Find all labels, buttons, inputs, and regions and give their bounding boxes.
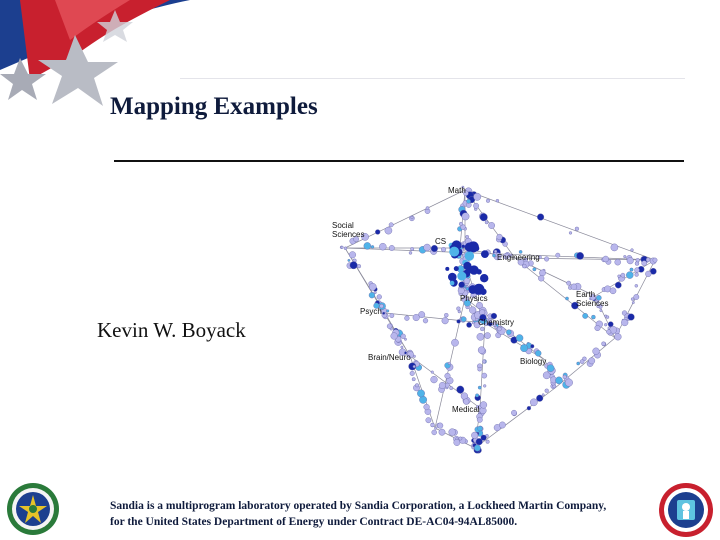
map-node [409,251,412,254]
map-node [492,254,495,257]
map-node [575,227,579,231]
top-divider [180,78,685,79]
map-node [448,362,451,365]
map-label-engineering: Engineering [497,253,540,262]
map-label-brain-neuro: Brain/Neuro [368,353,411,362]
science-map [325,178,685,468]
map-node [459,282,465,288]
map-node [542,394,544,396]
map-node [635,273,639,277]
map-node [624,255,627,258]
map-node [386,310,389,313]
title-underline [114,160,684,162]
map-node [341,246,344,249]
map-node [497,327,501,331]
map-node [461,317,466,322]
map-node [417,390,424,397]
map-node [389,245,394,250]
map-node [625,317,628,320]
map-node [567,281,571,285]
map-label-biology: Biology [520,357,547,366]
map-node [615,282,621,288]
map-node [556,253,560,257]
map-node [483,360,486,363]
map-node [463,399,469,405]
map-node [426,207,429,210]
map-node [555,377,562,384]
map-node [437,423,443,429]
map-node [544,257,549,262]
map-label-chemistry: Chemistry [478,318,515,327]
doe-seal-logo [6,482,60,536]
map-node [475,394,478,397]
map-node [615,259,621,265]
map-node [431,423,435,427]
map-node [412,378,415,381]
map-node [569,232,572,235]
service-award-seal-logo [658,482,714,538]
map-node [538,275,544,281]
map-node [506,330,511,335]
map-node [630,268,633,271]
map-node [608,322,613,327]
slide-title: Mapping Examples [110,93,318,120]
map-node [387,324,392,329]
map-node [486,440,490,444]
map-node [539,270,545,276]
map-node [516,335,523,342]
map-node [466,199,470,203]
map-node [480,327,484,331]
map-node [565,379,573,387]
map-node [480,274,488,282]
map-node [565,297,568,300]
map-node [377,295,382,300]
map-node [483,385,486,388]
map-node [454,266,459,271]
map-node [413,365,416,368]
map-node [593,348,600,355]
map-node [405,316,410,321]
map-node [496,199,499,202]
map-node [457,307,461,311]
map-node [481,435,487,441]
map-node [530,399,537,406]
map-node [348,259,350,261]
map-node [606,330,611,335]
map-node [350,262,357,269]
map-node [478,426,483,431]
map-node [459,437,462,440]
map-node [635,268,640,273]
map-node [413,314,420,321]
map-node [357,264,361,268]
map-node [653,258,657,262]
map-node [411,216,414,219]
map-node [462,245,465,248]
map-node [563,375,567,379]
map-node [349,252,356,259]
map-node [466,235,469,238]
map-node [369,283,376,290]
map-node [626,272,633,279]
map-node [600,309,602,311]
map-node [618,275,621,278]
map-node [467,322,472,327]
map-node [611,244,618,251]
map-node [604,323,607,326]
map-node [431,371,434,374]
map-node [591,315,595,319]
map-node [533,268,536,271]
map-node [434,427,436,429]
map-node [621,273,625,277]
map-node [481,250,489,258]
map-node [465,251,474,260]
map-node [531,344,535,348]
map-node [473,245,479,251]
map-label-math: Math [448,186,466,195]
map-node [459,222,463,226]
map-node [423,318,428,323]
map-node [431,376,438,383]
map-node [383,312,385,314]
map-node [603,256,609,262]
map-node [474,193,481,200]
map-node [458,287,464,293]
map-label-social-sciences: Social Sciences [332,221,365,239]
map-node [482,373,487,378]
map-node [411,247,414,250]
map-node [415,384,419,388]
map-node [631,249,634,252]
map-node [606,316,609,319]
map-node [457,386,464,393]
map-node [497,234,503,240]
map-node [463,262,471,270]
map-node [450,281,455,286]
map-node [522,264,526,268]
map-node [642,261,647,266]
footer-disclaimer [110,498,606,530]
map-node [484,333,490,339]
map-node [439,429,445,435]
map-node [474,445,480,451]
map-node [457,320,461,324]
map-node [379,243,386,250]
map-node [451,339,458,346]
map-label-physics: Physics [460,294,488,303]
map-node [511,410,516,415]
map-node [535,350,541,356]
map-node [390,313,394,317]
map-node [589,358,595,364]
map-node [471,432,478,439]
map-node [449,429,456,436]
map-node [401,346,403,348]
map-node [477,333,484,340]
map-node [486,199,490,203]
map-edge [555,338,615,388]
map-node [461,393,468,400]
footer-line-2: for the United States Department of Energy under Contract DE-AC04-94AL85000. [110,516,518,528]
map-node [457,272,466,281]
map-node [465,243,474,252]
map-node [404,338,406,340]
map-node [527,406,531,410]
map-label-medical: Medical [452,405,480,414]
map-node [375,230,380,235]
map-node [410,371,415,376]
map-node [480,402,487,409]
map-node [445,267,449,271]
map-node [545,389,549,393]
map-node [344,247,347,250]
map-node [628,314,635,321]
map-label-psych: Psych [360,307,382,316]
map-node [424,244,431,251]
map-node [615,333,622,340]
map-node [478,367,482,371]
map-node [602,342,606,346]
map-node [537,214,544,221]
map-label-earth-sciences: Earth Sciences [576,290,609,308]
map-label-cs: CS [435,237,447,246]
map-node [571,284,577,290]
map-node [646,258,650,262]
map-node [499,422,505,428]
map-edge [385,313,485,323]
map-node [610,288,616,294]
map-node [520,344,527,351]
map-node [473,203,478,208]
map-node [478,347,485,354]
map-node [431,245,438,252]
map-node [369,292,375,298]
map-node [577,252,584,259]
map-node [477,417,482,422]
map-node [536,395,543,402]
map-node [426,418,431,423]
map-node [485,221,488,224]
map-node [389,223,393,227]
map-node [432,430,437,435]
map-node [645,271,651,277]
map-node [371,245,374,248]
map-node [391,333,398,340]
map-node [444,313,448,317]
map-node [580,360,584,364]
map-node [634,294,639,299]
map-node [636,258,640,262]
map-node [449,247,459,257]
map-edge [475,388,555,448]
map-node [632,301,634,303]
map-node [480,213,488,221]
footer-line-1: Sandia is a multiprogram laboratory operated by Sandia Corporation, a Lockheed Martin Company, [110,500,607,512]
map-node [488,222,494,228]
map-node [442,317,449,324]
map-node [476,269,481,274]
map-node [458,310,461,313]
map-node [478,386,481,389]
map-node [441,247,446,252]
map-node [439,382,446,389]
map-node [635,284,638,287]
map-node [547,365,554,372]
map-node [583,313,588,318]
map-node [445,373,451,379]
map-node [476,302,482,308]
author-name: Kevin W. Boyack [97,318,246,342]
map-node [401,334,406,339]
map-node [424,404,430,410]
map-node [450,386,453,389]
map-node [364,242,371,249]
map-node [462,213,469,220]
map-node [595,325,601,331]
map-node [454,439,460,445]
map-node [385,227,392,234]
map-node [627,257,634,264]
map-node [577,362,580,365]
